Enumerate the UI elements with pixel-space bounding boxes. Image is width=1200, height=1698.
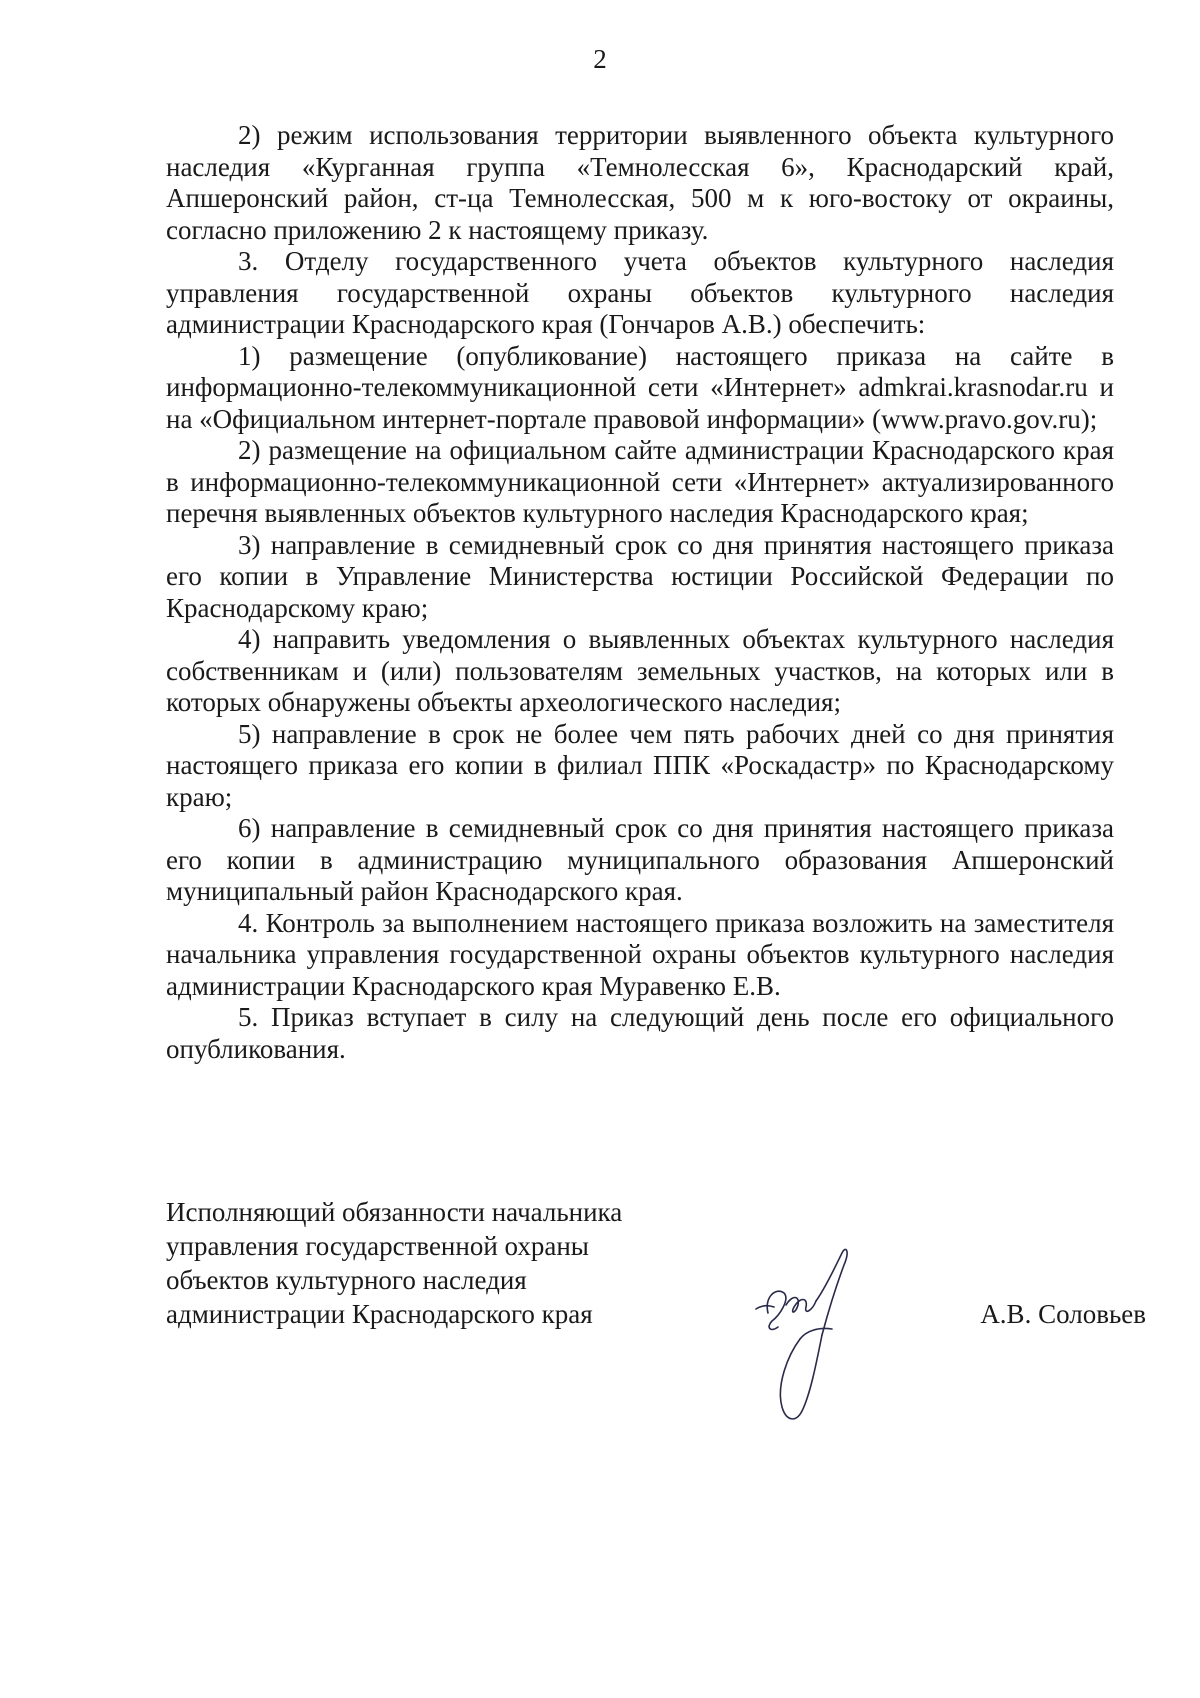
paragraph-subitem-5: 5) направление в срок не более чем пять рабочих дней со дня принятия настоящего приказа его копии в филиал ППК «Роскадастр» по Краснодарскому краю; xyxy=(166,718,1114,812)
paragraph-regime-usage: 2) режим использования территории выявленного объекта культурного наследия «Курганная группа «Темнолесская 6», Краснодарский край, Апшеронский район, ст-ца Темнолесская, 500 м к юго-востоку от окраины, согласно приложению 2 к настоящему приказу. xyxy=(166,120,1114,245)
paragraph-item-5: 5. Приказ вступает в силу на следующий день после его официального опубликования. xyxy=(166,1002,1114,1064)
paragraph-subitem-6: 6) направление в семидневный срок со дня принятия настоящего приказа его копии в администрацию муниципального образования Апшеронский муниципальный район Краснодарского края. xyxy=(166,813,1114,906)
paragraph-item-3: 3. Отделу государственного учета объектов культурного наследия управления государственной охраны объектов культурного наследия администрации Краснодарского края (Гончаров А.В.) обеспечить: xyxy=(166,246,1114,339)
paragraph-subitem-2: 2) размещение на официальном сайте администрации Краснодарского края в информационно-телекоммуникационной сети «Интернет» актуализированного перечня выявленных объектов культурного наследия Краснодарского края; xyxy=(166,435,1114,528)
signatory-position: Исполняющий обязанности начальника управления государственной охраны объектов культурного наследия администрации Краснодарского края xyxy=(166,1197,623,1329)
page-number: 2 xyxy=(593,44,607,74)
signature-block xyxy=(166,1195,1146,1455)
handwritten-signature-icon xyxy=(746,1235,866,1435)
paragraph-item-4: 4. Контроль за выполнением настоящего приказа возложить на заместителя начальника управления государственной охраны объектов культурного наследия администрации Краснодарского края Муравенко Е.В. xyxy=(166,907,1114,1001)
paragraph-subitem-3: 3) направление в семидневный срок со дня принятия настоящего приказа его копии в Управление Министерства юстиции Российской Федерации по Краснодарскому краю; xyxy=(166,529,1114,623)
document-body xyxy=(166,120,1114,1065)
signatory-name: А.В. Соловьев xyxy=(980,1299,1146,1329)
paragraph-subitem-4: 4) направить уведомления о выявленных объектах культурного наследия собственникам и (или) пользователям земельных участков, на которых или в которых обнаружены объекты археологического наследия; xyxy=(166,624,1114,717)
paragraph-subitem-1: 1) размещение (опубликование) настоящего приказа на сайте в информационно-телекоммуникационной сети «Интернет» admkrai.krasnodar.ru и на «Официальном интернет-портале правовой информации» (www.pravo.gov.ru); xyxy=(166,340,1114,434)
